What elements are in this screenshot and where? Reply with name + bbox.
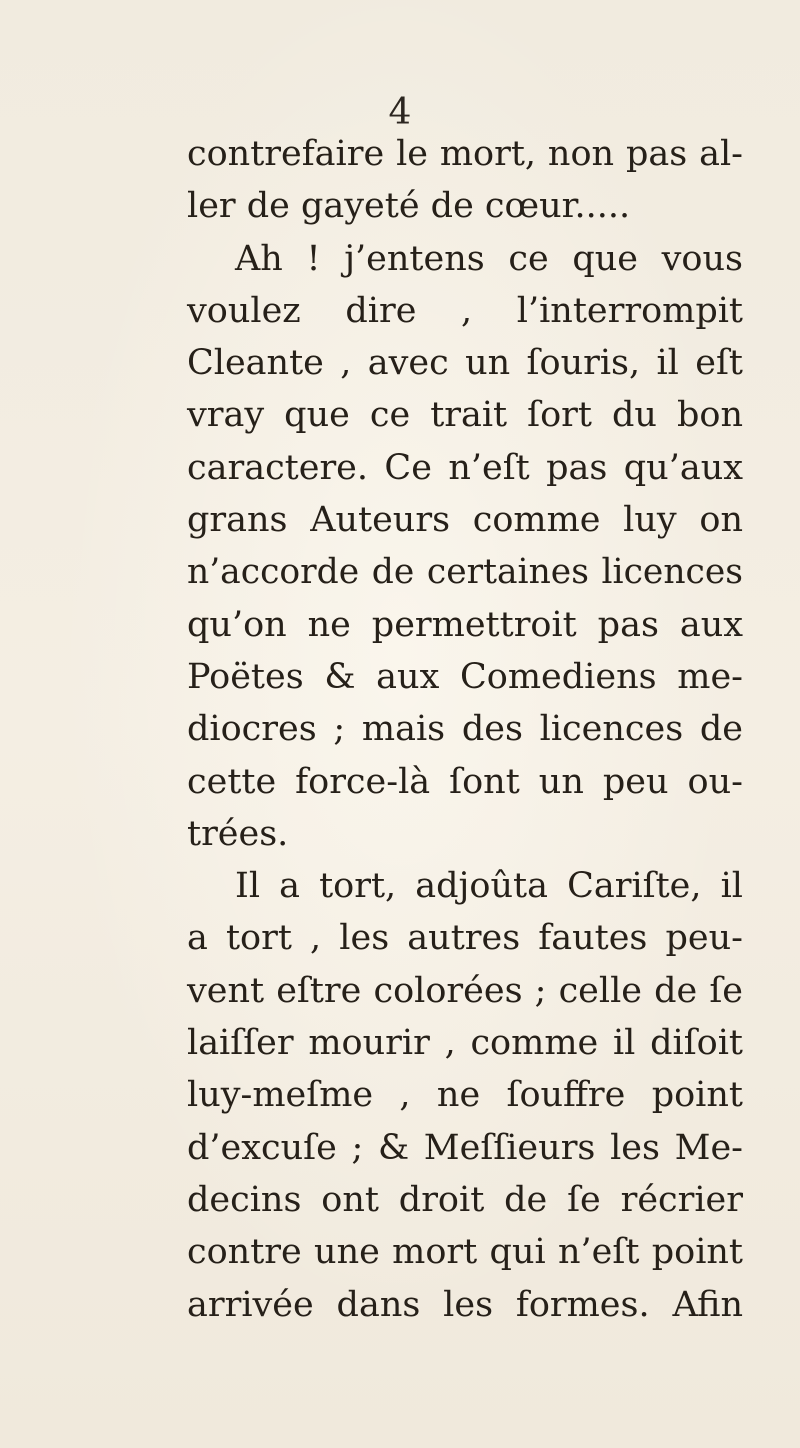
text-line: cette force-là ſont un peu ou- bbox=[187, 761, 743, 802]
text-line: laiſſer mourir , comme il diſoit bbox=[187, 1023, 743, 1064]
text-line: voulez dire , l’interrompit bbox=[187, 290, 743, 331]
text-line: luy-meſme , ne ſouffre point bbox=[187, 1075, 743, 1116]
text-line: a tort , les autres fautes peu- bbox=[187, 918, 743, 959]
text-line: d’excuſe ; & Meſſieurs les Me- bbox=[187, 1127, 743, 1168]
text-line: contrefaire le mort, non pas al- bbox=[187, 134, 743, 174]
body-text bbox=[187, 128, 743, 1331]
text-line: caractere. Ce n’eſt pas qu’aux bbox=[187, 447, 743, 488]
text-line: contre une mort qui n’eſt point bbox=[187, 1232, 743, 1273]
text-line: arrivée dans les formes. Afin bbox=[187, 1284, 743, 1325]
text-line: n’accorde de certaines licences bbox=[187, 552, 743, 593]
text-line: diocres ; mais des licences de bbox=[187, 709, 743, 750]
text-line: vray que ce trait ſort du bon bbox=[187, 395, 743, 436]
page-number: 4 bbox=[388, 92, 412, 133]
text-line: Cleante , avec un ſouris, il eſt bbox=[187, 343, 743, 384]
text-line: ler de gayeté de cœur..... bbox=[187, 186, 631, 227]
text-line: grans Auteurs comme luy on bbox=[187, 500, 743, 541]
text-line: decins ont droit de ſe récrier bbox=[187, 1179, 743, 1220]
text-line: Poëtes & aux Comediens me- bbox=[187, 656, 743, 697]
text-line: Ah ! j’entens ce que vous bbox=[235, 238, 743, 279]
text-line: vent eſtre colorées ; celle de ſe bbox=[187, 970, 743, 1011]
text-line: Il a tort, adjoûta Cariſte, il bbox=[235, 866, 743, 907]
text-line: qu’on ne permettroit pas aux bbox=[187, 604, 743, 645]
text-line: trées. bbox=[187, 813, 289, 854]
